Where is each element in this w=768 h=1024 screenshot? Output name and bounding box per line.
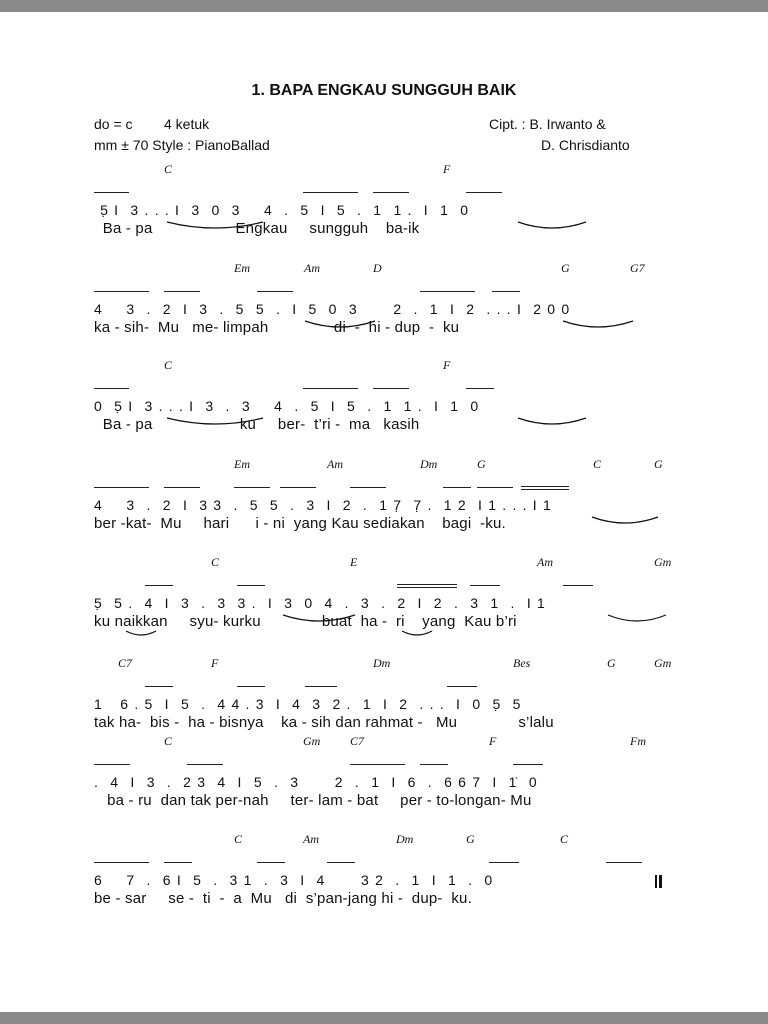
lyric-line: ber -kat- Mu hari i - ni yang Kau sediakan bagi -ku. [94,515,506,532]
chord-symbol: Em [234,261,250,275]
chord-symbol: C [164,734,173,748]
beat-bar [187,764,223,765]
beat-bar [489,862,519,863]
chord-symbol: G [654,457,663,471]
beat-bar [145,585,173,586]
beat-bar [94,764,130,765]
chord-symbol: Bes [513,656,531,670]
chord-symbol: C [234,832,243,846]
key-signature: do = c [94,116,133,132]
beat-bar [373,192,409,193]
tempo-style: mm ± 70 Style : PianoBallad [94,137,270,153]
beat-bar [164,487,200,488]
chord-symbol: Gm [303,734,321,748]
beat-bar [164,291,200,292]
beat-bar [234,487,270,488]
beat-bar [145,686,173,687]
beat-bar [164,862,192,863]
chord-symbol: G [477,457,486,471]
staff-system-4 [0,457,768,537]
beat-bar [303,192,358,193]
beat-bar [350,487,386,488]
chord-symbol: F [443,358,451,372]
beat-bar [94,388,129,389]
chord-symbol: C [560,832,569,846]
chord-symbol: D [373,261,382,275]
staff-system-6 [0,656,768,736]
staff-system-3 [0,358,768,438]
beat-bar [420,291,475,292]
song-title: 1. BAPA ENGKAU SUNGGUH BAIK [251,82,517,99]
chord-symbol: C [211,555,220,569]
beat-bar [563,585,593,586]
slur [516,416,588,430]
lyric-line: ku naikkan syu- kurku buat ha - ri yang Kau b’ri [94,613,517,630]
notation-line: 5̣ I 3 . . . I 3 0 3 4 . 5 I 5 . 1 1 . I 1 0 [94,202,469,218]
beat-bar [466,192,502,193]
beat-bar [94,487,149,488]
slur [590,515,660,529]
beat-bar [94,291,149,292]
lyric-line: tak ha- bis - ha - bisnya ka - sih dan rahmat - Mu s’lalu [94,714,554,731]
notation-line: 4 3 . 2 I 3 3 . 5 5 . 3 I 2 . 1 7̣ 7̣ . 1 2 I 1 . . . I 1 [94,497,551,513]
chord-symbol: C [164,162,173,176]
slur [516,220,588,234]
staff-system-2 [0,261,768,341]
chord-symbol: C [164,358,173,372]
double-beat-bar [521,486,569,490]
chord-symbol: Em [234,457,250,471]
slur [606,613,668,627]
chord-symbol: C [593,457,602,471]
lyric-line: ba - ru dan tak per-nah ter- lam - bat per - to-longan- Mu [94,792,532,809]
notation-line: 4 3 . 2 I 3 . 5 5 . I 5 0 3 2 . 1 I 2 . . . I 2 0 0 [94,301,570,317]
chord-symbol: Dm [396,832,414,846]
chord-symbol: G [561,261,570,275]
chord-symbol: C7 [350,734,365,748]
beat-bar [373,388,409,389]
beat-bar [477,487,513,488]
chord-symbol: E [350,555,358,569]
beat-bar [420,764,448,765]
chord-symbol: Am [303,832,319,846]
notation-line: 6 7 . 6 I 5 . 3 1 . 3 I 4 3 2 . 1 I 1 . 0 [94,872,493,888]
chord-symbol: F [489,734,497,748]
chord-symbol: F [443,162,451,176]
beat-bar [303,388,358,389]
time-signature: 4 ketuk [164,116,210,132]
composer-line-2: D. Chrisdianto [541,137,630,153]
notation-line: 1 6 . 5 I 5 . 4 4 . 3 I 4 3 2 . 1 I 2 . . . I 0 5̣ 5 [94,696,521,712]
beat-bar [470,585,500,586]
lyric-line: be - sar se - ti - a Mu di s’pan-jang hi - dup- ku. [94,890,472,907]
beat-bar [305,686,337,687]
chord-symbol: Dm [420,457,438,471]
score-page [0,12,768,1012]
chord-symbol: F [211,656,219,670]
notation-line: 0 5̣ I 3 . . . I 3 . 3 4 . 5 I 5 . 1 1 . I 1 0 [94,398,479,414]
chord-symbol: G7 [630,261,645,275]
beat-bar [447,686,477,687]
double-beat-bar [397,584,457,588]
lyric-line: ka - sih- Mu me- limpah di - hi - dup - ku [94,319,460,336]
beat-bar [94,192,129,193]
staff-system-1 [0,162,768,242]
staff-system-5 [0,555,768,635]
beat-bar [606,862,642,863]
composer-line-1: Cipt. : B. Irwanto & [489,116,606,132]
beat-bar [492,291,520,292]
beat-bar [350,764,405,765]
beat-bar [257,291,293,292]
slur [400,629,434,639]
chord-symbol: Fm [630,734,646,748]
beat-bar [443,487,471,488]
chord-symbol: Am [304,261,320,275]
beat-bar [466,388,494,389]
chord-symbol: Gm [654,555,672,569]
chord-symbol: C7 [118,656,133,670]
lyric-line: Ba - pa ku ber- t’ri - ma kasih [94,416,420,433]
notation-line: 5̣ 5 . 4 I 3 . 3 3 . I 3 0 4 . 3 . 2 I 2 . 3 1 . I 1 [94,595,545,611]
notation-line: . 4 I 3 . 2 3 4 I 5 . 3 2 . 1 I 6 . 6 6 7 I 1̇ 0 [94,774,537,790]
chord-symbol: Am [327,457,343,471]
chord-symbol: Gm [654,656,672,670]
staff-system-8 [0,832,768,912]
chord-symbol: Dm [373,656,391,670]
chord-symbol: G [607,656,616,670]
beat-bar [327,862,355,863]
beat-bar [237,686,265,687]
beat-bar [237,585,265,586]
beat-bar [94,862,149,863]
beat-bar [280,487,316,488]
slur [561,319,635,333]
lyric-line: Ba - pa Engkau sungguh ba-ik [94,220,420,237]
beat-bar [257,862,285,863]
beat-bar [513,764,543,765]
chord-symbol: Am [537,555,553,569]
slur [124,629,158,639]
chord-symbol: G [466,832,475,846]
staff-system-7 [0,734,768,814]
